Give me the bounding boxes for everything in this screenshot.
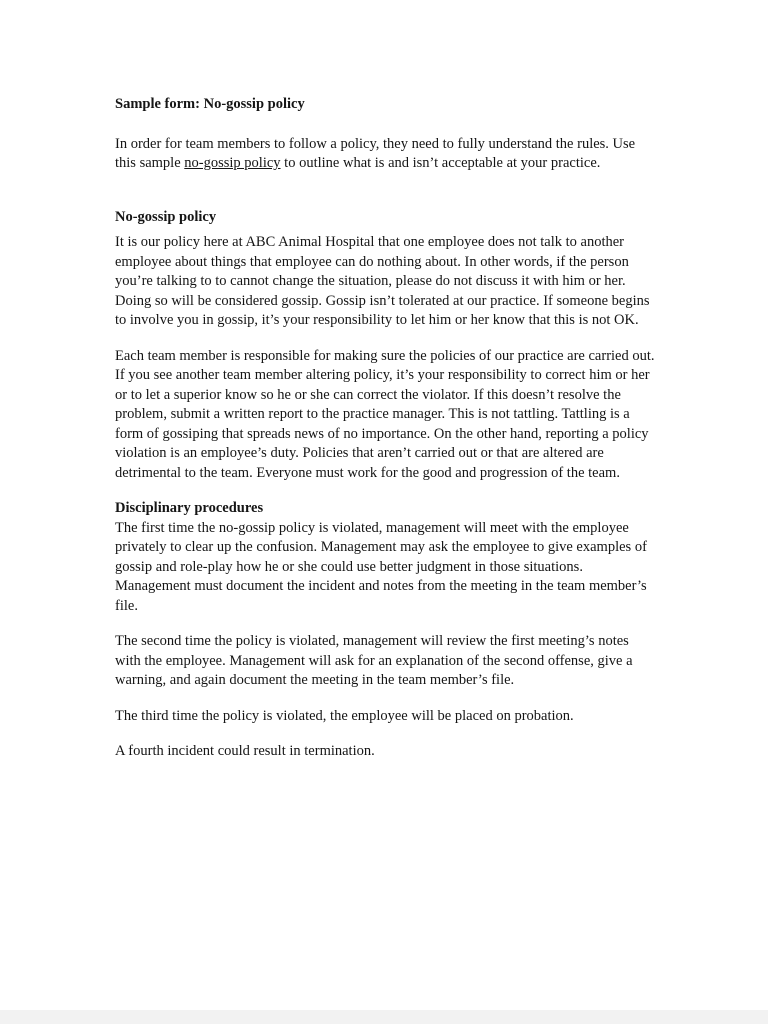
disciplinary-paragraph-4: A fourth incident could result in termination.: [115, 743, 375, 759]
page-bottom-strip: [0, 1010, 768, 1024]
policy-paragraph-1: It is our policy here at ABC Animal Hospital that one employee does not talk to another employee about things that employee can do nothing about. In other words, if the person you’re talking to to cannot change the situation, please do not discuss it with him or her. Doing so will be considered gossip. Gossip isn’t tolerated at our practice. If someone begins to involve you in gossip, it’s your responsibility to let him or her know that this is not OK.: [115, 234, 650, 328]
disciplinary-paragraph-2: The second time the policy is violated, management will review the first meeting’s notes with the employee. Management will ask for an explanation of the second offense, give a warning, and again document the meeting in the team member’s file.: [115, 633, 633, 688]
document-title: Sample form: No-gossip policy: [115, 96, 305, 112]
policy-section-heading: No-gossip policy: [115, 208, 217, 225]
disciplinary-section-heading: Disciplinary procedures: [115, 500, 264, 516]
intro-paragraph: [115, 135, 655, 174]
policy-paragraph-2: Each team member is responsible for making sure the policies of our practice are carried out. If you see another team member altering policy, it’s your responsibility to correct him or her or to let a superior know so he or she can correct the violator. If this doesn’t resolve the problem, submit a written report to the practice manager. This is not tattling. Tattling is a form of gossiping that spreads news of no importance. On the other hand, reporting a policy violation is an employee’s duty. Policies that aren’t carried out or that are altered are detrimental to the team. Everyone must work for the good and progression of the team.: [115, 347, 655, 481]
disciplinary-paragraph-1: The first time the no-gossip policy is violated, management will meet with the employee privately to clear up the confusion. Management may ask the employee to give examples of gossip and role-play how he or she could use better judgment in those situations. Management must document the incident and notes from the meeting in the team member’s file.: [115, 519, 647, 614]
disciplinary-paragraph-3: The third time the policy is violated, the employee will be placed on probation.: [115, 707, 574, 724]
intro-text-before: In order for team members to follow a policy, they need to fully understand the rules. Use this sample: [115, 135, 636, 171]
intro-text-after: to outline what is and isn’t acceptable at your practice.: [280, 155, 601, 171]
no-gossip-policy-link[interactable]: no-gossip policy: [184, 155, 281, 171]
